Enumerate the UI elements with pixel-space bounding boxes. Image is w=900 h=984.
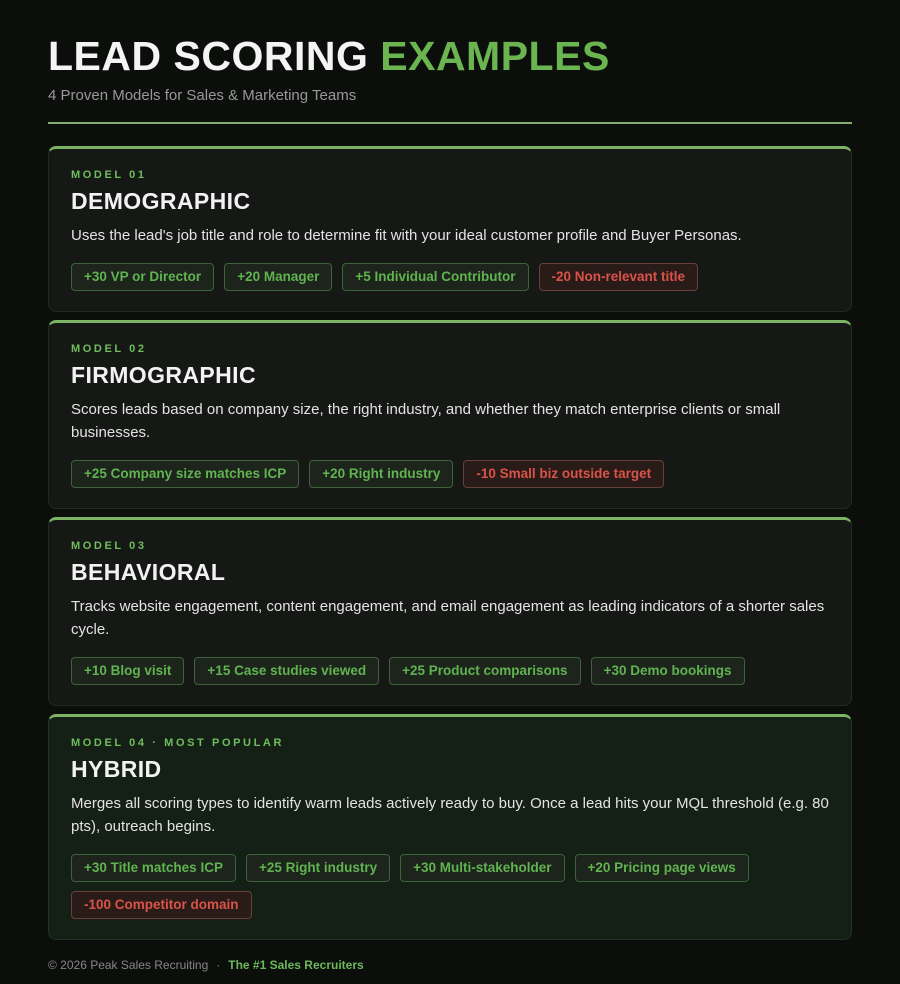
page-subtitle: 4 Proven Models for Sales & Marketing Teams <box>48 87 357 105</box>
footer-separator: · <box>216 957 221 972</box>
model-description: Scores leads based on company size, the right industry, and whether they match enterprise clients or small businesses. <box>71 401 781 441</box>
model-title: BEHAVIORAL <box>71 558 226 585</box>
score-chip-row <box>71 657 829 685</box>
model-card-list <box>48 146 852 948</box>
score-chip: -20 Non-relevant title <box>539 263 699 291</box>
header-divider <box>48 122 852 124</box>
score-chip: +30 VP or Director <box>71 263 214 291</box>
page-header <box>48 34 852 124</box>
score-chip: +30 Multi-stakeholder <box>400 854 564 882</box>
score-chip: +30 Title matches ICP <box>71 854 236 882</box>
score-chip-row <box>71 263 829 291</box>
score-chip: +30 Demo bookings <box>591 657 745 685</box>
model-label: MODEL 04 · MOST POPULAR <box>71 736 284 749</box>
score-chip: +15 Case studies viewed <box>194 657 379 685</box>
score-chip-row <box>71 460 829 488</box>
page-title <box>48 34 852 79</box>
footer-copyright: © 2026 Peak Sales Recruiting <box>48 957 209 972</box>
page-footer <box>48 948 852 984</box>
score-chip: -10 Small biz outside target <box>463 460 664 488</box>
model-card-behavioral <box>48 517 852 706</box>
score-chip: +5 Individual Contributor <box>342 263 528 291</box>
model-label: MODEL 01 <box>71 169 147 182</box>
model-title: FIRMOGRAPHIC <box>71 362 256 389</box>
score-chip: -100 Competitor domain <box>71 891 252 919</box>
page-title-green: EXAMPLES <box>380 33 610 79</box>
model-description: Tracks website engagement, content engagement, and email engagement as leading indicators of a shorter sales cycle. <box>71 597 825 638</box>
model-label: MODEL 03 <box>71 539 147 552</box>
model-description: Uses the lead's job title and role to determine fit with your ideal customer profile and Buyer Personas. <box>71 227 742 245</box>
score-chip: +25 Right industry <box>246 854 390 882</box>
model-card-firmographic <box>48 320 852 509</box>
model-card-demographic <box>48 146 852 312</box>
score-chip: +25 Product comparisons <box>389 657 580 685</box>
score-chip: +20 Manager <box>224 263 332 291</box>
model-card-hybrid <box>48 714 852 940</box>
page-title-white: LEAD SCORING <box>48 33 381 79</box>
model-title: HYBRID <box>71 755 162 782</box>
score-chip: +10 Blog visit <box>71 657 184 685</box>
model-title: DEMOGRAPHIC <box>71 188 251 215</box>
score-chip: +20 Right industry <box>309 460 453 488</box>
model-label: MODEL 02 <box>71 343 147 356</box>
score-chip-row <box>71 854 829 919</box>
score-chip: +20 Pricing page views <box>575 854 749 882</box>
score-chip: +25 Company size matches ICP <box>71 460 299 488</box>
footer-tagline: The #1 Sales Recruiters <box>228 957 364 972</box>
model-description: Merges all scoring types to identify warm leads actively ready to buy. Once a lead hits your MQL threshold (e.g. 80 pts), outreach begins. <box>71 794 829 835</box>
